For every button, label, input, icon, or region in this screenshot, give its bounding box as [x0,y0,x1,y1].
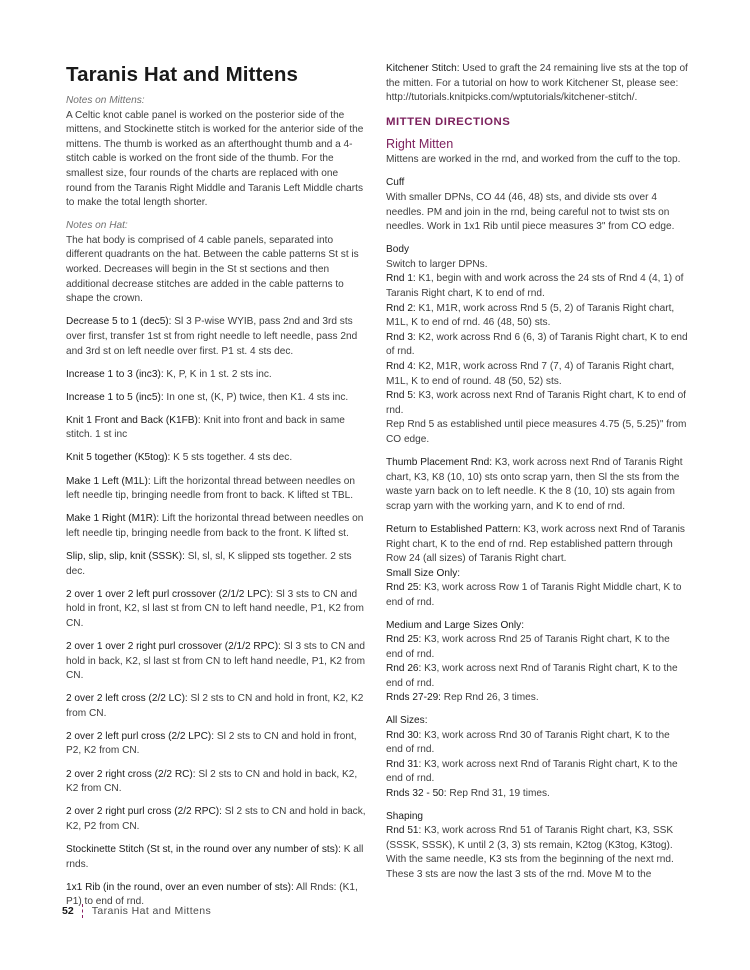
round-instruction [386,691,689,706]
thumb-term: Thumb Placement Rnd: [386,457,493,469]
small-size-rounds [386,581,689,610]
round-instruction-text: K2, work across Rnd 6 (6, 3) of Taranis Right chart, K to end of rnd. [386,331,688,358]
abbreviation-entry-text: Sl 2 sts to CN and hold in front, K2, K2 from CN. [66,693,364,719]
abbreviation-entry-term: Knit 5 together (K5tog): [66,452,171,464]
abbreviation-entry-text: Lift the horizontal thread between needles on left needle tip, bringing needle from back to the front. K lifted st. [66,513,364,539]
abbreviation-entry [66,512,366,541]
thumb-definition: K3, work across next Rnd of Taranis Right chart, K3, K8 (10, 10) sts onto scrap yarn, then Sl the sts from the waste yarn back on to left needle. K the 8 (10, 10) sts again from scrap yarn with the working yarn, and K to end of rnd. [386,457,683,512]
round-instruction-term: Rnd 25: [386,582,422,594]
all-sizes-label: All Sizes: [386,715,428,727]
round-instruction-term: Rnds 27-29: [386,692,441,704]
abbreviation-entry [66,368,366,383]
shaping-rounds [386,824,689,882]
round-instruction [386,633,689,662]
round-instruction-term: Rnd 3: [386,331,416,343]
page-title: Taranis Hat and Mittens [66,63,299,86]
round-instruction-term: Rnd 2: [386,302,416,314]
notes-mittens-label: Notes on Mittens: [66,95,145,106]
cuff-text: With smaller DPNs, CO 44 (46, 48) sts, and divide sts over 4 needles. PM and join in the rnd, being careful not to twist sts on needles. Work in 1x1 Rib until piece measures 3" from CO edge. [386,191,675,233]
section-heading: MITTEN DIRECTIONS [386,116,511,129]
notes-mittens-text: A Celtic knot cable panel is worked on the posterior side of the mittens, and Stockinette stitch is worked for the anterior side of the mittens. The thumb is worked as an afterthought thumb and a 4-stitch cable is worked on the front side of the thumb. For the smallest size, four rounds of the charts are replaced with one round from the Taranis Right Middle and Taranis Left Middle charts to make the total length shorter. [66,109,364,209]
abbreviation-entry-text: In one st, (K, P) twice, then K1. 4 sts inc. [163,391,349,403]
abbreviation-entry [66,588,366,632]
round-instruction-text: K3, work across Rnd 25 of Taranis Right chart, K to the end of rnd. [386,634,670,660]
round-instruction [386,824,689,882]
abbreviation-entry-text: Sl 3 sts to CN and hold in back, K2, sl last st from CN to left hand needle, P1, K2 from CN. [66,640,366,682]
kitchener-definition: Used to graft the 24 remaining live sts at the top of the mitten. For a tutorial on how to work Kitchener St, please see: http://tutorials.knitpicks.com/wptutorials/kitchener-stitch/. [386,63,688,104]
round-instruction-text: K3, work across Rnd 51 of Taranis Right chart, K3, SSK (SSSK, SSSK), K until 2 (3, 3) sts remain, K2tog (K3tog, K3tog). With the same needle, K3 sts from the beginning of the next rnd. These 3 sts are now the last 3 sts of the rnd. Move M to the [386,825,674,880]
abbreviation-entry [66,451,366,466]
abbreviation-entry-term: 2 over 2 left cross (2/2 LC): [66,693,188,705]
page-footer [62,904,211,918]
mitten-intro: Mittens are worked in the rnd, and worked from the cuff to the top. [386,154,681,166]
round-instruction-term: Rnd 25: [386,634,422,646]
round-instruction [386,360,689,389]
medium-large-rounds [386,633,689,706]
round-instruction [386,272,689,301]
abbreviation-entry-text: K, P, K in 1 st. 2 sts inc. [163,368,272,380]
abbreviation-entry [66,640,366,684]
small-size-label: Small Size Only: [386,567,461,579]
round-instruction-text: Rep Rnd 31, 19 times. [446,788,550,800]
round-instruction [386,662,689,691]
abbreviation-entry [66,550,366,579]
abbreviation-entry-term: 2 over 2 left purl cross (2/2 LPC): [66,730,215,742]
abbreviation-entry-term: Increase 1 to 5 (inc5): [66,391,164,403]
return-term: Return to Established Pattern: [386,523,521,535]
abbreviation-entry [66,843,366,872]
abbreviation-entry [66,692,366,721]
abbreviation-entry-text: All Rnds: (K1, P1) to end of rnd. [66,881,358,908]
abbreviation-entry-text: Sl 2 sts to CN and hold in back, K2, K2 from CN. [66,768,358,795]
shaping-label: Shaping [386,810,424,822]
round-instruction-text: K3, work across next Rnd of Taranis Right chart, K to the end of rnd. [386,758,678,785]
round-instruction [386,758,689,787]
page-number: 52 [62,905,74,917]
round-instruction-term: Rnd 1: [386,273,416,285]
round-instruction-text: Rep Rnd 26, 3 times. [441,692,539,704]
round-instruction-text: K3, work across next Rnd of Taranis Right chart, K to the end of rnd. [386,663,678,689]
round-instruction-term: Rnd 4: [386,361,416,372]
notes-hat-label: Notes on Hat: [66,220,128,232]
round-instruction-term: Rnds 32 - 50: [386,788,447,800]
abbreviation-entry-term: 2 over 1 over 2 right purl crossover (2/1/2 RPC): [66,640,281,652]
round-instruction-term: Rnd 26: [386,663,422,675]
body-intro: Switch to larger DPNs. [386,258,488,270]
round-instruction-text: K3, work across Rnd 30 of Taranis Right chart, K to the end of rnd. [386,729,670,756]
abbreviation-entry-term: 2 over 1 over 2 left purl crossover (2/1/2 LPC): [66,588,274,600]
body-repeat: Rep Rnd 5 as established until piece measures 4.75 (5, 5.25)" from CO edge. [386,419,687,445]
abbreviation-list [66,315,366,910]
round-instruction-term: Rnd 31: [386,758,422,770]
body-label: Body [386,244,410,256]
return-definition: K3, work across next Rnd of Taranis Right chart, K to the end of rnd. Rep established pattern through Row 24 (all sizes) of Taranis Right chart. [386,523,685,565]
abbreviation-entry-text: Knit into front and back in same stitch. 1 st inc [66,414,345,441]
abbreviation-entry-term: 2 over 2 right purl cross (2/2 RPC): [66,806,222,818]
right-column [386,62,689,883]
round-instruction-text: K1, begin with and work across the 24 sts of Rnd 4 (4, 1) of Taranis Right chart, K to end of rnd. [386,273,684,300]
thumb-placement [386,456,689,514]
abbreviation-entry [66,475,366,504]
round-instruction [386,302,689,331]
round-instruction-text: K3, work across next Rnd of Taranis Right chart, K to end of rnd. [386,390,686,416]
abbreviation-entry-text: Sl 2 sts to CN and hold in front, P2, K2 from CN. [66,730,357,757]
abbreviation-entry-text: Lift the horizontal thread between needles on left needle tip, bringing needle from front to back. K lifted st TBL. [66,475,355,502]
footer-title: Taranis Hat and Mittens [91,905,212,917]
footer-divider [82,904,83,918]
cuff-label: Cuff [386,177,405,189]
return-pattern [386,523,689,567]
abbreviation-entry-text: K 5 sts together. 4 sts dec. [170,452,293,464]
abbreviation-entry-text: Sl 3 P-wise WYIB, pass 2nd and 3rd sts over first, transfer 1st st from right needle to left needle, pass 2nd and 3rd st on left needle over first. P1 st. 4 sts dec. [66,316,358,357]
round-instruction-text: K2, M1R, work across Rnd 7 (7, 4) of Taranis Right chart, M1L, K to end of round. 48 (50, 52) sts. [386,361,675,387]
medium-large-label: Medium and Large Sizes Only: [386,619,525,631]
abbreviation-entry-term: 1x1 Rib (in the round, over an even number of sts): [66,881,294,893]
round-instruction-text: K3, work across Row 1 of Taranis Right Middle chart, K to end of rnd. [386,582,682,608]
abbreviation-entry-text: K all rnds. [66,843,364,870]
abbreviation-entry-text: Sl 2 sts to CN and hold in back, K2, P2 from CN. [66,806,366,832]
abbreviation-entry-term: Stockinette Stitch (St st, in the round over any number of sts): [66,843,341,855]
round-instruction-text: K1, M1R, work across Rnd 5 (5, 2) of Taranis Right chart, M1L, K to end of rnd. 46 (48, 50) sts. [386,302,675,329]
round-instruction [386,787,689,802]
round-instruction [386,581,689,610]
abbreviation-entry [66,391,366,406]
round-instruction-term: Rnd 30: [386,729,422,741]
abbreviation-entry [66,730,366,759]
abbreviation-entry-term: Make 1 Right (M1R): [66,513,160,525]
abbreviation-entry-term: Make 1 Left (M1L): [66,475,151,487]
abbreviation-entry [66,315,366,359]
left-column [66,62,366,918]
all-sizes-rounds [386,729,689,802]
round-instruction [386,729,689,758]
abbreviation-entry-term: 2 over 2 right cross (2/2 RC): [66,768,196,780]
abbreviation-entry [66,805,366,834]
abbreviation-entry-term: Knit 1 Front and Back (K1FB): [66,414,201,426]
kitchener-term: Kitchener Stitch: [386,63,460,74]
subheading: Right Mitten [386,137,454,152]
round-instruction [386,389,689,418]
round-instruction-term: Rnd 51: [386,825,422,837]
notes-hat-text: The hat body is comprised of 4 cable panels, separated into different quadrants on the hat. Between the cable patterns St st is worked. Decreases will begin in the St st sections and then additional decrease stitches are added in the cable patterns to shape the crown. [66,234,359,305]
body-rounds [386,272,689,418]
round-instruction [386,331,689,360]
abbreviation-entry-text: Sl 3 sts to CN and hold in front, K2, sl last st from CN to left hand needle, P1, K2 from CN. [66,588,364,629]
abbreviation-entry-term: Slip, slip, slip, knit (SSSK): [66,550,185,562]
abbreviation-entry [66,414,366,443]
round-instruction-term: Rnd 5: [386,390,416,402]
abbreviation-entry-text: Sl, sl, sl, K slipped sts together. 2 sts dec. [66,550,352,577]
abbreviation-entry-term: Increase 1 to 3 (inc3): [66,368,164,380]
kitchener-stitch [386,62,689,106]
abbreviation-entry-term: Decrease 5 to 1 (dec5): [66,316,172,328]
abbreviation-entry [66,768,366,797]
